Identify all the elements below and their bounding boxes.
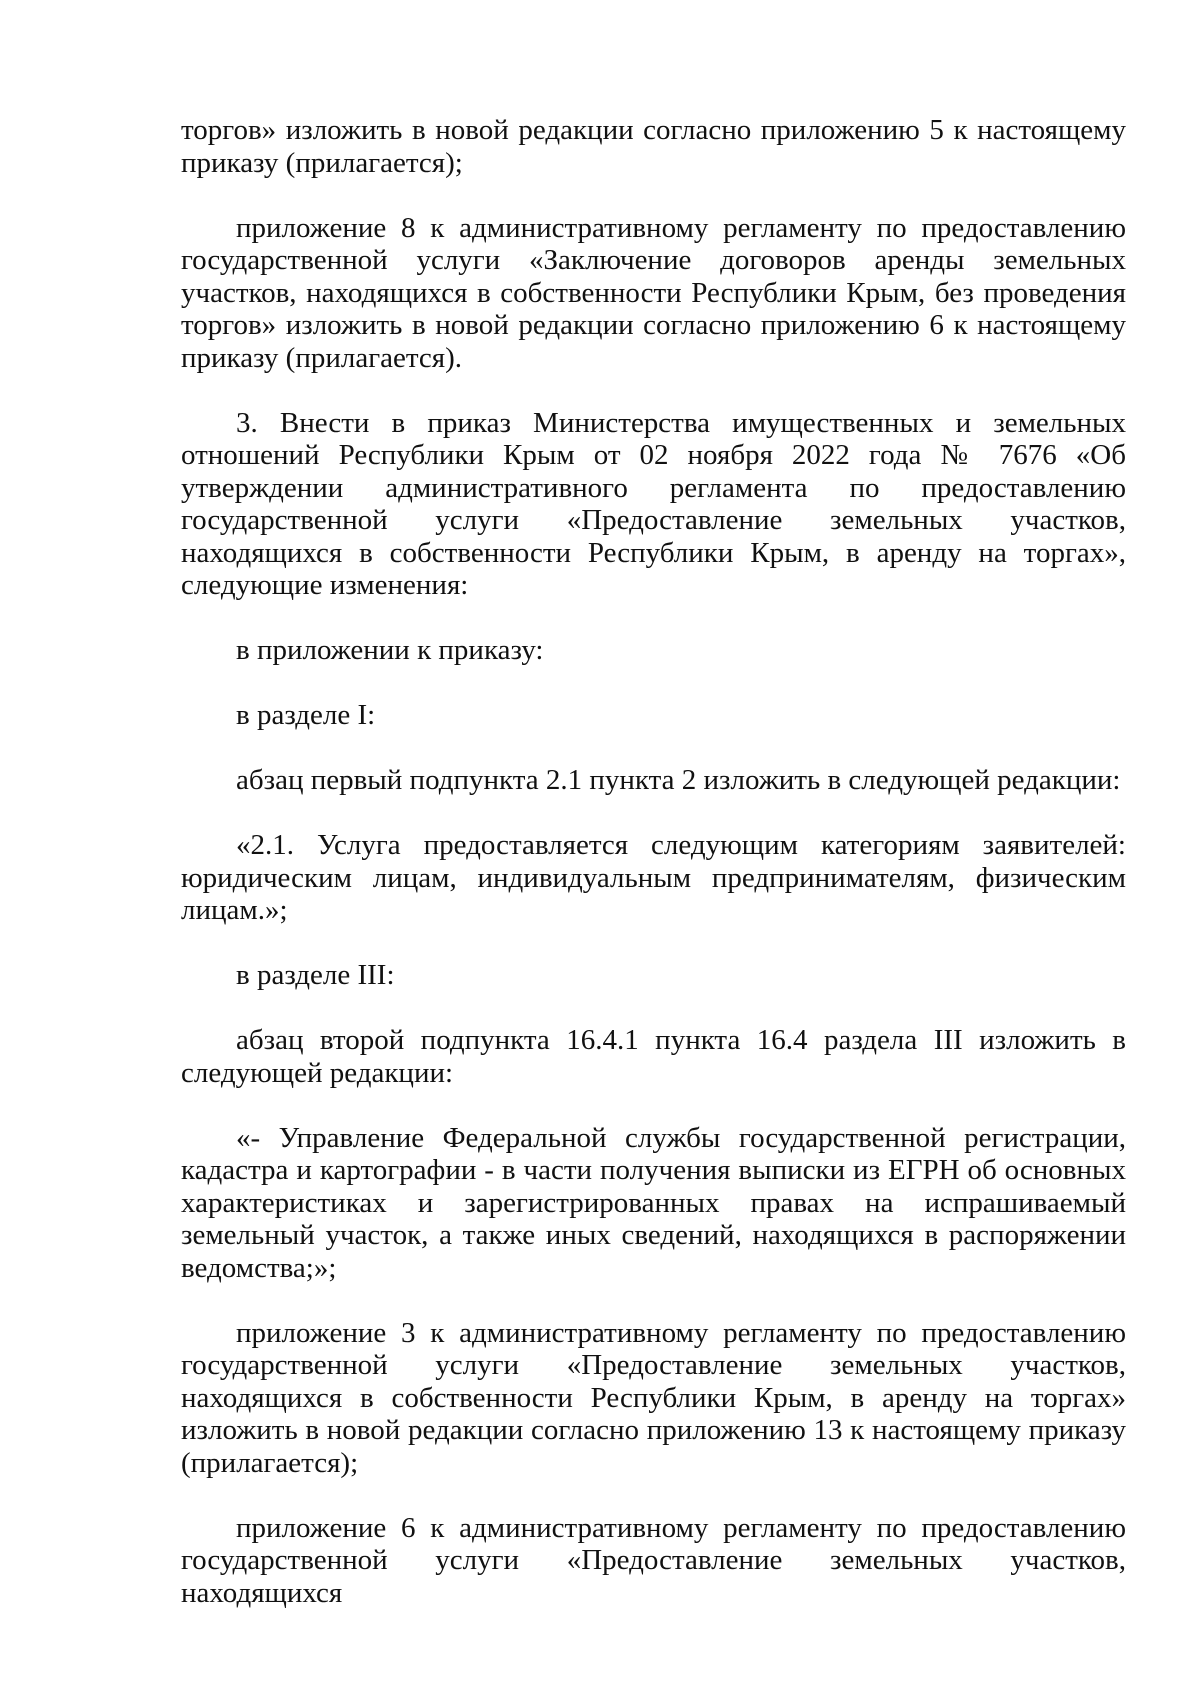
- paragraph-rosreestr: «- Управление Федеральной службы государственной регистрации, кадастра и картографии - в части получения выписки из ЕГРН об основных характеристиках и зарегистрированных правах на испрашиваемый земельный участок, а также иных сведений, находящихся в распоряжении ведомства;»;: [181, 1121, 1126, 1284]
- paragraph-appendix-6: приложение 6 к административному регламенту по предоставлению государственной услуги «Предоставление земельных участков, находящихся: [181, 1511, 1126, 1609]
- paragraph-continuation: торгов» изложить в новой редакции согласно приложению 5 к настоящему приказу (прилагается);: [181, 114, 1126, 179]
- paragraph-appendix-3: приложение 3 к административному регламенту по предоставлению государственной услуги «Предоставление земельных участков, находящихся в собственности Республики Крым, в аренду на торгах» изложить в новой редакции согласно приложению 13 к настоящему приказу (прилагается);: [181, 1316, 1126, 1479]
- paragraph-appendix-8: приложение 8 к административному регламенту по предоставлению государственной услуги «Заключение договоров аренды земельных участков, находящихся в собственности Республики Крым, без проведения торгов» изложить в новой редакции согласно приложению 6 к настоящему приказу (прилагается).: [181, 211, 1126, 374]
- paragraph-item-3: 3. Внести в приказ Министерства имущественных и земельных отношений Республики Крым от 02 ноября 2022 года № 7676 «Об утверждении административного регламента по предоставлению государственной услуги «Предоставление земельных участков, находящихся в собственности Республики Крым, в аренду на торгах», следующие изменения:: [181, 406, 1126, 601]
- paragraph-subclause-2-1: абзац первый подпункта 2.1 пункта 2 изложить в следующей редакции:: [236, 764, 1121, 796]
- paragraph-subclause-16-4-1: абзац второй подпункта 16.4.1 пункта 16.4 раздела III изложить в следующей редакции:: [181, 1024, 1126, 1089]
- paragraph-clause-2-1-text: «2.1. Услуга предоставляется следующим категориям заявителей: юридическим лицам, индивидуальным предпринимателям, физическим лицам.»;: [181, 829, 1126, 926]
- paragraph-section-3: в разделе III:: [236, 959, 395, 991]
- document-page: [181, 114, 1126, 1642]
- paragraph-section-1: в разделе I:: [236, 699, 376, 731]
- paragraph-in-appendix: в приложении к приказу:: [236, 634, 544, 666]
